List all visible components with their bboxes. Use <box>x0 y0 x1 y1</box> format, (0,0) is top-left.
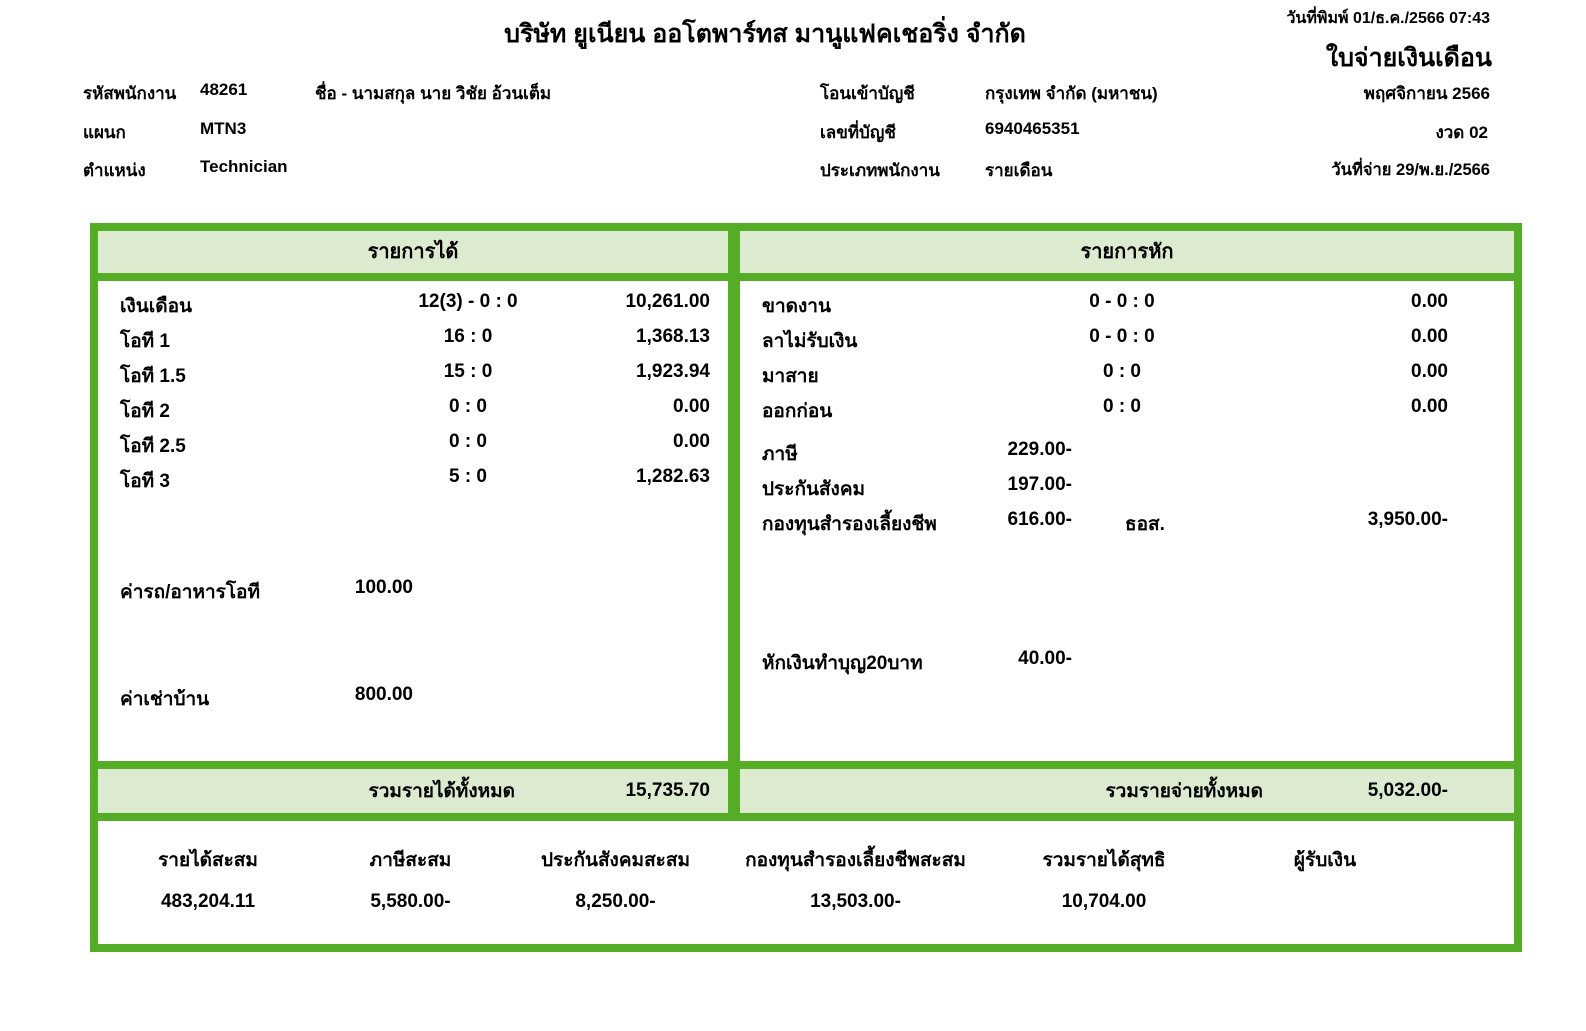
table-row <box>740 291 1514 326</box>
income-item-label: เงินเดือน <box>120 296 192 317</box>
deduction-item-amount <box>1275 439 1448 474</box>
deduction-item-value <box>982 361 1072 396</box>
table-row <box>98 396 728 431</box>
summary-section <box>98 821 1514 944</box>
income-item-amount <box>523 684 710 719</box>
deduction-extra-label <box>1125 474 1275 509</box>
income-total-value: 15,735.70 <box>625 780 710 801</box>
pay-date-line <box>1331 157 1490 183</box>
deduction-item-value <box>982 396 1072 431</box>
income-item-label: โอที 3 <box>120 471 170 492</box>
summary-label: กองทุนสำรองเลี้ยงชีพสะสม <box>745 850 966 871</box>
income-item-hours <box>413 577 523 612</box>
deduction-item-value: 616.00- <box>1007 509 1072 530</box>
table-row <box>98 361 728 396</box>
income-item-amount: 1,923.94 <box>636 361 710 382</box>
bank-label: โอนเข้าบัญชี <box>820 84 915 103</box>
deduction-item-label: หักเงินทำบุญ20บาท <box>762 653 923 674</box>
table-row <box>740 509 1514 544</box>
table-body-row <box>98 281 1514 761</box>
deduction-extra-label <box>1125 396 1275 431</box>
summary-filler <box>1425 891 1514 919</box>
deduction-item-value <box>982 291 1072 326</box>
account-value: 6940465351 <box>985 119 1080 138</box>
summary-value: 8,250.00- <box>575 891 656 912</box>
income-item-label: โอที 1 <box>120 331 170 352</box>
bank-value: กรุงเทพ จำกัด (มหาชน) <box>985 84 1158 103</box>
table-row <box>98 684 728 719</box>
summary-label: ภาษีสะสม <box>369 850 452 871</box>
summary-value <box>1225 891 1425 919</box>
income-total-label: รวมรายได้ทั้งหมด <box>368 781 515 802</box>
income-item-amount: 1,368.13 <box>636 326 710 347</box>
deduction-extra-label: ธอส. <box>1125 514 1165 535</box>
deduction-item-value <box>982 326 1072 361</box>
summary-label: รวมรายได้สุทธิ <box>1042 850 1166 871</box>
deduction-item-amount: 0.00 <box>1411 326 1448 347</box>
company-name: บริษัท ยูเนียน ออโตพาร์ทส มานูแฟคเชอริ่ง จำกัด <box>504 20 1026 48</box>
period-label: งวด <box>1435 123 1465 142</box>
income-item-hours: 0 : 0 <box>448 431 488 452</box>
table-row <box>740 361 1514 396</box>
deduction-item-label: ขาดงาน <box>762 296 831 317</box>
income-item-label: โอที 1.5 <box>120 366 186 387</box>
vertical-divider <box>728 281 740 761</box>
employee-id-label: รหัสพนักงาน <box>83 84 177 103</box>
deductions-total-value: 5,032.00- <box>1367 780 1448 801</box>
totals-row <box>98 769 1514 813</box>
income-item-hours: 0 : 0 <box>448 396 488 417</box>
income-item-mid-amount <box>300 431 413 466</box>
department-label: แผนก <box>83 123 126 142</box>
employee-name-value: นาย วิชัย อ้วนเต็ม <box>420 84 552 103</box>
document-title: ใบจ่ายเงินเดือน <box>1325 44 1492 72</box>
employee-name-label: ชื่อ - นามสกุล <box>315 84 416 103</box>
deduction-item-label: กองทุนสำรองเลี้ยงชีพ <box>762 514 937 535</box>
pay-table <box>90 223 1522 952</box>
summary-value: 10,704.00 <box>1061 891 1147 912</box>
summary-label: รายได้สะสม <box>158 850 258 871</box>
deduction-extra-label <box>1125 291 1275 326</box>
employee-name-line <box>315 80 551 107</box>
deduction-item-label: มาสาย <box>762 366 819 387</box>
income-item-hours: 16 : 0 <box>443 326 493 347</box>
department-value: MTN3 <box>200 119 247 138</box>
horizontal-divider <box>98 813 1514 821</box>
table-row <box>98 466 728 501</box>
income-item-hours: 5 : 0 <box>448 466 488 487</box>
deduction-item-amount: 0.00 <box>1411 361 1448 382</box>
income-item-mid-amount: 800.00 <box>354 684 413 705</box>
table-header-row <box>98 231 1514 273</box>
pay-date-value: 29/พ.ย./2566 <box>1396 161 1490 179</box>
income-item-amount: 0.00 <box>673 396 710 417</box>
deduction-extra-label <box>1125 439 1275 474</box>
deduction-item-label: ลาไม่รับเงิน <box>762 331 858 352</box>
income-item-label: โอที 2 <box>120 401 170 422</box>
pay-date-label: วันที่จ่าย <box>1331 161 1392 179</box>
income-item-label: โอที 2.5 <box>120 436 186 457</box>
deductions-total-cell <box>740 769 1514 813</box>
table-row <box>740 648 1514 683</box>
deduction-item-label: ประกันสังคม <box>762 479 866 500</box>
account-label: เลขที่บัญชี <box>820 123 896 142</box>
table-row <box>740 326 1514 361</box>
table-row <box>98 431 728 466</box>
employee-type-value: รายเดือน <box>985 161 1053 180</box>
deduction-item-value: 40.00- <box>1018 648 1072 669</box>
summary-label: ประกันสังคมสะสม <box>541 850 690 871</box>
position-value: Technician <box>200 157 288 176</box>
income-item-mid-amount <box>300 361 413 396</box>
income-header: รายการได้ <box>98 231 728 273</box>
income-item-hours: 15 : 0 <box>443 361 493 382</box>
deductions-header: รายการหัก <box>740 231 1514 273</box>
table-row <box>740 439 1514 474</box>
horizontal-divider <box>98 761 1514 769</box>
deduction-item-label: ออกก่อน <box>762 401 833 422</box>
income-item-hours <box>413 684 523 719</box>
table-row <box>740 474 1514 509</box>
summary-value: 483,204.11 <box>160 891 256 912</box>
deduction-item-amount <box>1275 474 1448 509</box>
print-date: วันที่พิมพ์ 01/ธ.ค./2566 07:43 <box>1286 10 1490 27</box>
deduction-item-value: 229.00- <box>1007 439 1072 460</box>
deduction-item-value: 197.00- <box>1007 474 1072 495</box>
deduction-item-amount <box>1275 648 1448 683</box>
vertical-divider <box>728 231 740 273</box>
horizontal-divider <box>98 273 1514 281</box>
income-item-amount: 0.00 <box>673 431 710 452</box>
income-item-mid-amount <box>300 326 413 361</box>
table-row <box>98 577 728 612</box>
summary-filler <box>1425 845 1514 873</box>
income-total-cell <box>98 769 728 813</box>
employee-type-label: ประเภทพนักงาน <box>820 161 940 180</box>
table-row <box>740 396 1514 431</box>
deductions-total-label: รวมรายจ่ายทั้งหมด <box>1105 781 1263 802</box>
income-item-mid-amount <box>300 466 413 501</box>
deductions-body <box>740 281 1514 761</box>
deduction-item-hours: 0 - 0 : 0 <box>1089 326 1155 347</box>
period-value: 02 <box>1469 123 1488 142</box>
deduction-item-hours: 0 : 0 <box>1102 361 1142 382</box>
table-row <box>98 326 728 361</box>
income-item-label: ค่ารถ/อาหารโอที <box>120 582 260 603</box>
income-body <box>98 281 728 761</box>
income-item-mid-amount <box>300 396 413 431</box>
period-line <box>1435 119 1488 146</box>
income-item-mid-amount <box>300 291 413 326</box>
income-item-amount <box>523 577 710 612</box>
deduction-item-label: ภาษี <box>762 444 798 465</box>
position-label: ตำแหน่ง <box>83 161 146 180</box>
income-item-amount: 1,282.63 <box>636 466 710 487</box>
deduction-item-amount: 0.00 <box>1411 396 1448 417</box>
deduction-item-amount: 0.00 <box>1411 291 1448 312</box>
deduction-item-amount: 3,950.00- <box>1367 509 1448 530</box>
payroll-month: พฤศจิกายน 2566 <box>1363 84 1490 103</box>
income-item-hours: 12(3) - 0 : 0 <box>418 291 518 312</box>
table-row <box>98 291 728 326</box>
deduction-item-hours: 0 - 0 : 0 <box>1089 291 1155 312</box>
summary-value: 5,580.00- <box>370 891 451 912</box>
income-item-label: ค่าเช่าบ้าน <box>120 689 210 710</box>
deduction-extra-label <box>1125 326 1275 361</box>
deduction-extra-label <box>1125 361 1275 396</box>
vertical-divider <box>728 769 740 813</box>
income-item-amount: 10,261.00 <box>625 291 710 312</box>
deduction-extra-label <box>1125 648 1275 683</box>
summary-label: ผู้รับเงิน <box>1293 850 1357 871</box>
summary-value: 13,503.00- <box>810 891 901 912</box>
income-item-mid-amount: 100.00 <box>354 577 413 598</box>
employee-id-value: 48261 <box>200 80 248 99</box>
deduction-item-hours: 0 : 0 <box>1102 396 1142 417</box>
